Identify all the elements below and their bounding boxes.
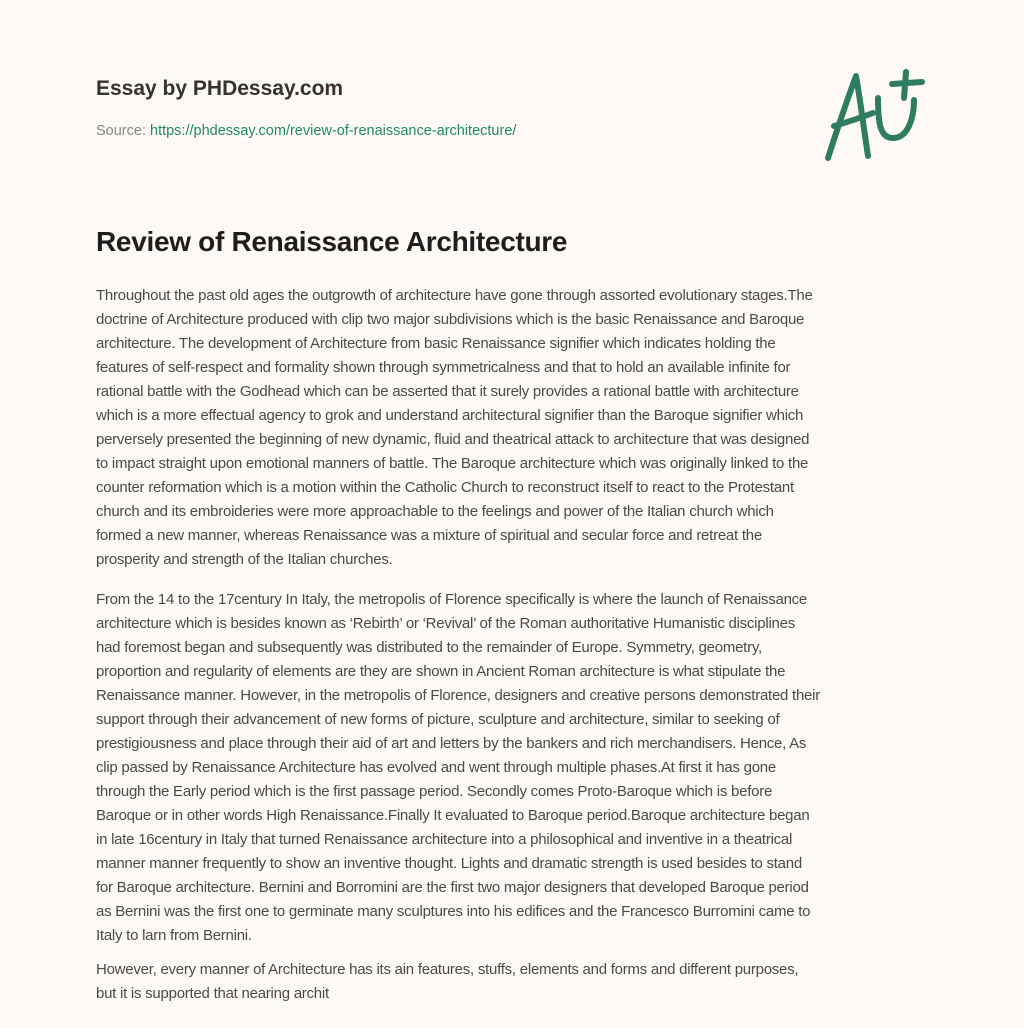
- text-line: for Baroque architecture. Bernini and Borromini are the first two major designers that developed Baroque period: [96, 879, 809, 896]
- text-line: Throughout the past old ages the outgrowth of architecture have gone through assorted evolutionary stages.The: [96, 287, 813, 304]
- text-line: prosperity and strength of the Italian churches.: [96, 551, 393, 568]
- text-line: church and its embroideries were more approachable to the feelings and power of the Italian church which: [96, 503, 774, 520]
- text-line: prestigiousness and place through their aid of art and letters by the bankers and rich merchandisers. Hence, As: [96, 735, 807, 752]
- text-line: as Bernini was the first one to germinate many sculptures into his edifices and the Francesco Burromini came to: [96, 903, 811, 920]
- paragraph-1: [96, 284, 813, 572]
- text-line: clip passed by Renaissance Architecture has evolved and went through multiple phases.At first it has gone: [96, 759, 776, 776]
- text-line: but it is supported that nearing archit: [96, 985, 329, 1002]
- text-line: manner manner frequently to show an inventive thought. Lights and dramatic strength is used besides to stand: [96, 855, 802, 872]
- text-line: had foremost began and subsequently was distributed to the remainder of Europe. Symmetry, geometry,: [96, 639, 762, 656]
- article-title: Review of Renaissance Architecture: [96, 226, 568, 257]
- source-link[interactable]: https://phdessay.com/review-of-renaissance-architecture/: [150, 123, 517, 139]
- text-line: Italy to larn from Bernini.: [96, 927, 252, 944]
- text-line: Baroque or in other words High Renaissance.Finally It evaluated to Baroque period.Baroque architecture began: [96, 807, 810, 824]
- text-line: From the 14 to the 17century In Italy, the metropolis of Florence specifically is where the launch of Renaissance: [96, 591, 808, 608]
- source-label: Source:: [96, 123, 150, 139]
- text-line: architecture which is besides known as ‘Rebirth’ or ‘Revival’ of the Roman authoritative Humanistic disciplines: [96, 615, 795, 632]
- site-brand: Essay by PHDessay.com: [96, 77, 344, 100]
- text-line: rational battle with the Godhead which can be asserted that it surely provides a rational battle with architecture: [96, 383, 799, 400]
- text-line: perversely presented the beginning of new dynamic, fluid and theatrical attack to architecture that was designed: [96, 431, 810, 448]
- a-plus-logo-icon: [818, 68, 930, 164]
- text-line: to impact straight upon emotional manners of battle. The Baroque architecture which was originally linked to the: [96, 455, 809, 472]
- text-line: features of self-respect and formality shown through symmetricalness and that to hold an available infinite for: [96, 359, 791, 376]
- text-line: counter reformation which is a motion within the Catholic Church to reconstruct itself to react to the Protestant: [96, 479, 794, 496]
- text-line: formed a new manner, whereas Renaissance was a mixture of spiritual and secular force and retreat the: [96, 527, 762, 544]
- text-line: Renaissance manner. However, in the metropolis of Florence, designers and creative persons demonstrated their: [96, 687, 820, 704]
- text-line: However, every manner of Architecture has its ain features, stuffs, elements and forms and different purposes,: [96, 961, 799, 978]
- text-line: support through their advancement of new forms of picture, sculpture and architecture, similar to seeking of: [96, 711, 780, 728]
- source-line: [96, 123, 516, 139]
- paragraph-3: [96, 958, 798, 1006]
- text-line: architecture. The development of Architecture from basic Renaissance signifier which indicates holding the: [96, 335, 776, 352]
- text-line: in late 16century in Italy that turned Renaissance architecture into a philosophical and inventive in a theatrical: [96, 831, 793, 848]
- text-line: doctrine of Architecture produced with clip two major subdivisions which is the basic Renaissance and Baroque: [96, 311, 805, 328]
- text-line: proportion and regularity of elements are they are shown in Ancient Roman architecture is what stipulate the: [96, 663, 786, 680]
- text-line: through the Early period which is the first passage period. Secondly comes Proto-Baroque which is before: [96, 783, 773, 800]
- text-line: which is a more effectual agency to grok and understand architectural signifier than the Baroque signifier which: [96, 407, 804, 424]
- paragraph-2: [96, 588, 820, 948]
